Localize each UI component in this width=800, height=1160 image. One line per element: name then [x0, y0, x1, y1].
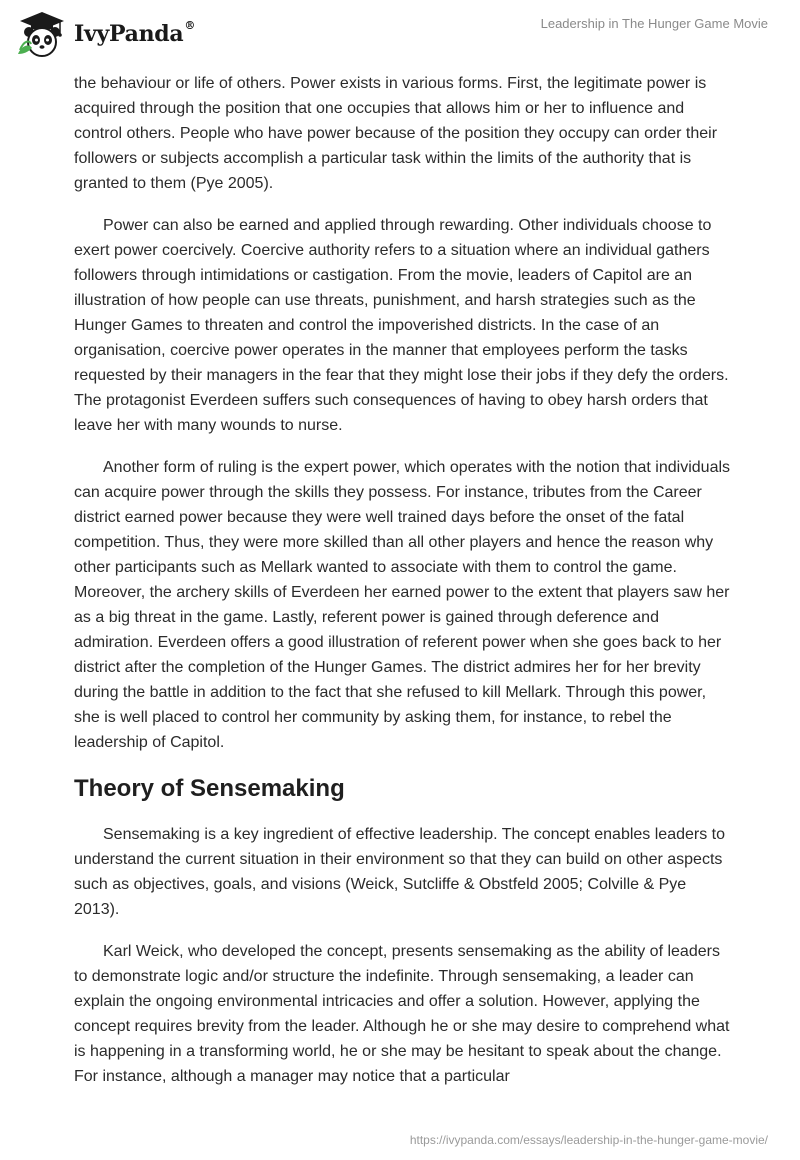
paragraph: Power can also be earned and applied through rewarding. Other individuals choose to exert power coercively. Coercive authority refers to a situation where an individual gathers followers through intimidations or castigation. From the movie, leaders of Capitol are an illustration of how people can use threats, punishment, and harsh strategies such as the Hunger Games to threaten and control the impoverished districts. In the case of an organisation, coercive power operates in the manner that employees perform the tasks requested by their managers in the fear that they might lose their jobs if they defy the orders. The protagonist Everdeen suffers such consequences of having to obey harsh orders that leave her with many wounds to nurse. — [74, 217, 729, 434]
brand-logo[interactable] — [16, 10, 195, 58]
section-heading: Theory of Sensemaking — [74, 775, 345, 802]
paragraph: the behaviour or life of others. Power exists in various forms. First, the legitimate power is acquired through the position that one occupies that allows him or her to influence and control others. People who have power because of the position they occupy can order their followers or subjects accomplish a particular task within the limits of the authority that is granted to them (Pye 2005). — [74, 75, 718, 192]
source-url[interactable]: https://ivypanda.com/essays/leadership-in-the-hunger-game-movie/ — [409, 1133, 768, 1147]
panda-graduate-icon — [16, 10, 68, 58]
document-title: Leadership in The Hunger Game Movie — [540, 16, 768, 31]
brand-name: IvyPanda® — [74, 19, 196, 47]
paragraph: Sensemaking is a key ingredient of effective leadership. The concept enables leaders to understand the current situation in their environment so that they can build on other aspects such as objectives, goals, and visions (Weick, Sutcliffe & Obstfeld 2005; Colville & Pye 2013). — [74, 826, 726, 918]
page-header — [0, 0, 800, 70]
paragraph: Karl Weick, who developed the concept, presents sensemaking as the ability of leaders to demonstrate logic and/or structure the indefinite. Through sensemaking, a leader can explain the ongoing environmental intricacies and offer a solution. However, applying the concept requires brevity from the leader. Although he or she may desire to comprehend what is happening in a transforming world, he or she may be hesitant to speak about the change. For instance, although a manager may notice that a particular — [74, 943, 730, 1085]
paragraph: Another form of ruling is the expert power, which operates with the notion that individuals can acquire power through the skills they possess. For instance, tributes from the Career district earned power because they were well trained days before the onset of the fatal competition. Thus, they were more skilled than all other players and hence the reason why other participants such as Mellark wanted to associate with them to control the game. Moreover, the archery skills of Everdeen her earned power to the extent that players saw her as a big threat in the game. Lastly, referent power is gained through deference and admiration. Everdeen offers a good illustration of referent power when she goes back to her district after the completion of the Hunger Games. The district admires her for her brevity during the battle in addition to the fact that she refused to kill Mellark. Through this power, she is well placed to control her community by asking them, for instance, to rebel the leadership of Capitol. — [74, 459, 731, 751]
essay-content — [74, 71, 734, 1106]
